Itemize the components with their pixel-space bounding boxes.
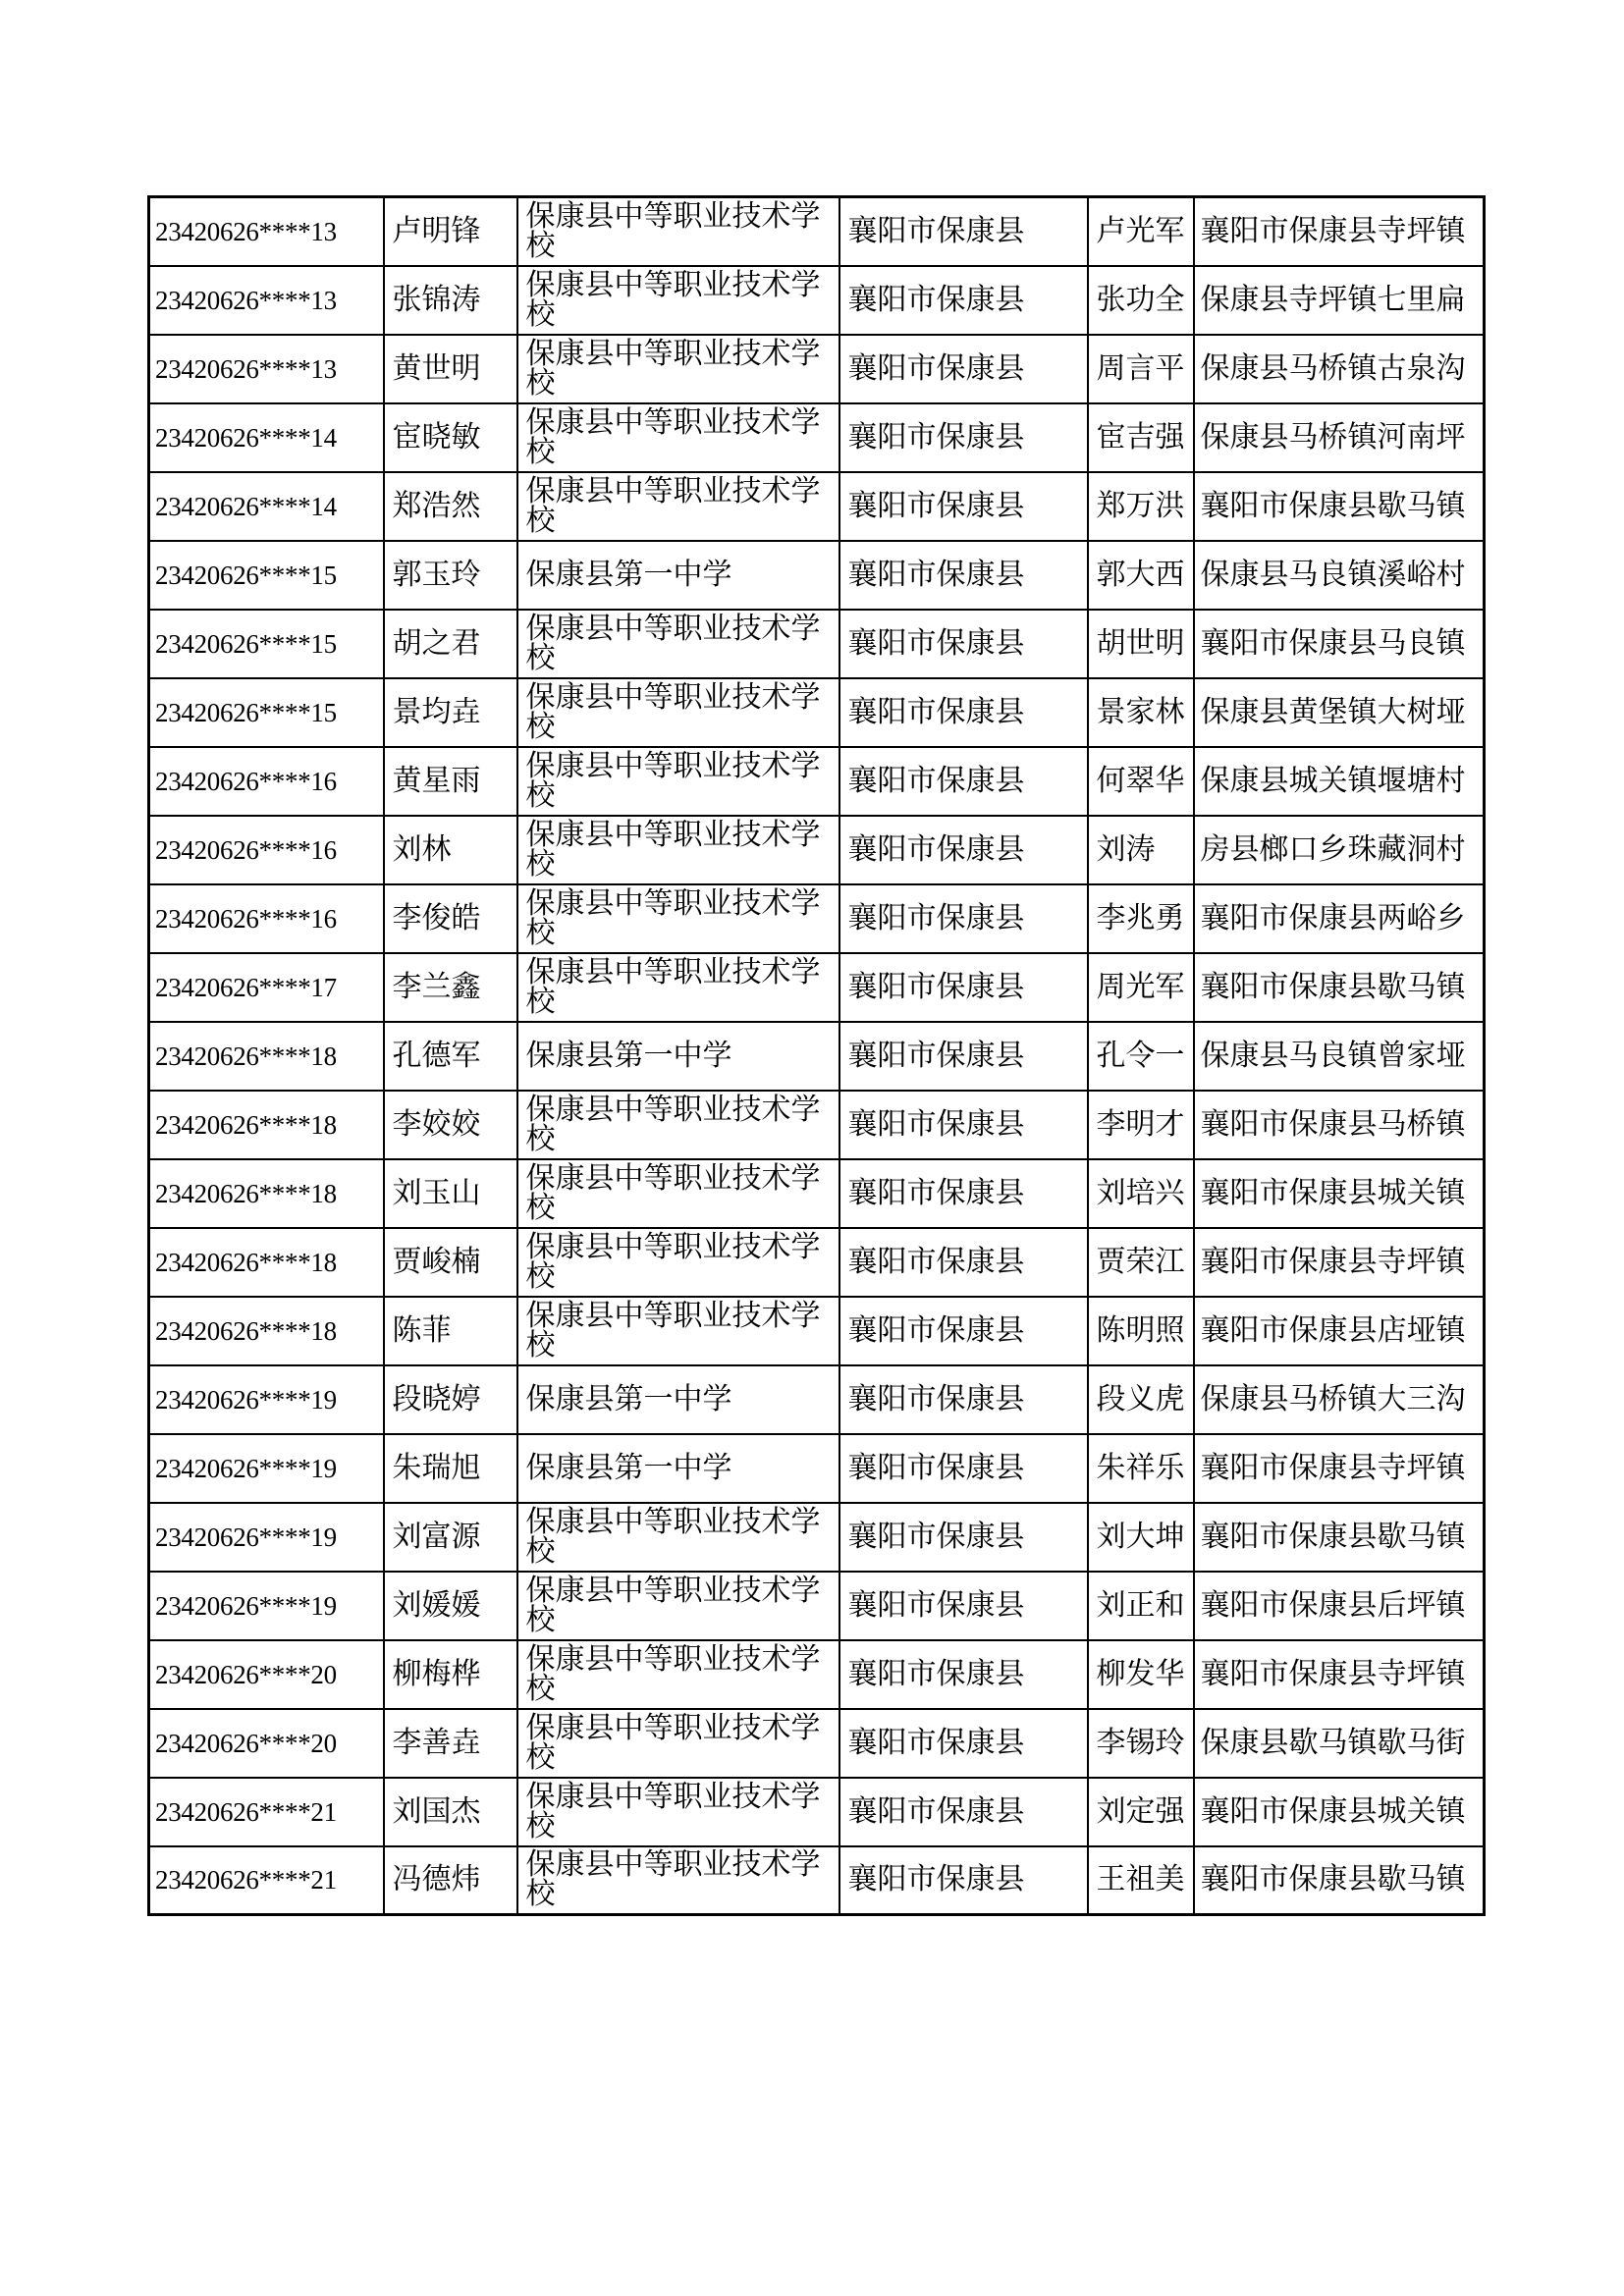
school-cell: 保康县中等职业技术学校	[517, 266, 839, 335]
guardian-name-cell: 孔令一	[1088, 1022, 1194, 1091]
region-cell: 襄阳市保康县	[839, 747, 1088, 816]
address-cell: 保康县黄堡镇大树垭	[1194, 678, 1485, 747]
school-cell: 保康县中等职业技术学校	[517, 1503, 839, 1572]
address-cell: 房县榔口乡珠藏洞村	[1194, 816, 1485, 884]
table-row	[149, 1365, 1485, 1434]
guardian-name-cell: 刘培兴	[1088, 1159, 1194, 1228]
school-cell: 保康县中等职业技术学校	[517, 678, 839, 747]
student-name-cell: 郑浩然	[384, 472, 517, 541]
school-cell: 保康县第一中学	[517, 1365, 839, 1434]
id-number-cell: 23420626****13	[149, 266, 384, 335]
id-number-cell: 23420626****15	[149, 678, 384, 747]
guardian-name-cell: 张功全	[1088, 266, 1194, 335]
id-number-cell: 23420626****19	[149, 1572, 384, 1640]
region-cell: 襄阳市保康县	[839, 1778, 1088, 1846]
school-cell: 保康县中等职业技术学校	[517, 1846, 839, 1915]
student-name-cell: 卢明锋	[384, 197, 517, 266]
address-cell: 保康县马桥镇古泉沟	[1194, 335, 1485, 403]
region-cell: 襄阳市保康县	[839, 403, 1088, 472]
school-cell: 保康县中等职业技术学校	[517, 1297, 839, 1365]
id-number-cell: 23420626****18	[149, 1091, 384, 1159]
address-cell: 襄阳市保康县城关镇	[1194, 1778, 1485, 1846]
school-cell: 保康县中等职业技术学校	[517, 1640, 839, 1709]
student-name-cell: 郭玉玲	[384, 541, 517, 610]
guardian-name-cell: 王祖美	[1088, 1846, 1194, 1915]
id-number-cell: 23420626****16	[149, 816, 384, 884]
table-row	[149, 816, 1485, 884]
region-cell: 襄阳市保康县	[839, 1022, 1088, 1091]
student-name-cell: 陈菲	[384, 1297, 517, 1365]
school-cell: 保康县第一中学	[517, 541, 839, 610]
address-cell: 襄阳市保康县城关镇	[1194, 1159, 1485, 1228]
id-number-cell: 23420626****16	[149, 747, 384, 816]
address-cell: 襄阳市保康县马良镇	[1194, 610, 1485, 678]
guardian-name-cell: 朱祥乐	[1088, 1434, 1194, 1503]
guardian-name-cell: 刘涛	[1088, 816, 1194, 884]
student-name-cell: 冯德炜	[384, 1846, 517, 1915]
school-cell: 保康县中等职业技术学校	[517, 1228, 839, 1297]
address-cell: 保康县歇马镇歇马街	[1194, 1709, 1485, 1778]
school-cell: 保康县中等职业技术学校	[517, 335, 839, 403]
table-row	[149, 335, 1485, 403]
region-cell: 襄阳市保康县	[839, 816, 1088, 884]
table-row	[149, 541, 1485, 610]
region-cell: 襄阳市保康县	[839, 266, 1088, 335]
table-row	[149, 266, 1485, 335]
region-cell: 襄阳市保康县	[839, 1434, 1088, 1503]
student-name-cell: 刘林	[384, 816, 517, 884]
student-name-cell: 朱瑞旭	[384, 1434, 517, 1503]
table-row	[149, 1022, 1485, 1091]
id-number-cell: 23420626****18	[149, 1022, 384, 1091]
guardian-name-cell: 段义虎	[1088, 1365, 1194, 1434]
address-cell: 襄阳市保康县寺坪镇	[1194, 1640, 1485, 1709]
school-cell: 保康县中等职业技术学校	[517, 1709, 839, 1778]
student-name-cell: 李姣姣	[384, 1091, 517, 1159]
guardian-name-cell: 刘大坤	[1088, 1503, 1194, 1572]
id-number-cell: 23420626****16	[149, 884, 384, 953]
table-row	[149, 1846, 1485, 1915]
region-cell: 襄阳市保康县	[839, 1640, 1088, 1709]
table-row	[149, 403, 1485, 472]
address-cell: 保康县城关镇堰塘村	[1194, 747, 1485, 816]
id-number-cell: 23420626****13	[149, 197, 384, 266]
table-row	[149, 472, 1485, 541]
guardian-name-cell: 宦吉强	[1088, 403, 1194, 472]
address-cell: 襄阳市保康县马桥镇	[1194, 1091, 1485, 1159]
table-row	[149, 1503, 1485, 1572]
id-number-cell: 23420626****19	[149, 1503, 384, 1572]
region-cell: 襄阳市保康县	[839, 884, 1088, 953]
student-name-cell: 贾峻楠	[384, 1228, 517, 1297]
id-number-cell: 23420626****14	[149, 472, 384, 541]
id-number-cell: 23420626****15	[149, 610, 384, 678]
table-row	[149, 1228, 1485, 1297]
table-row	[149, 678, 1485, 747]
guardian-name-cell: 周光军	[1088, 953, 1194, 1022]
region-cell: 襄阳市保康县	[839, 472, 1088, 541]
address-cell: 襄阳市保康县歇马镇	[1194, 472, 1485, 541]
table-row	[149, 1640, 1485, 1709]
student-name-cell: 段晓婷	[384, 1365, 517, 1434]
address-cell: 保康县马桥镇河南坪	[1194, 403, 1485, 472]
region-cell: 襄阳市保康县	[839, 1228, 1088, 1297]
address-cell: 襄阳市保康县寺坪镇	[1194, 1434, 1485, 1503]
table-row	[149, 953, 1485, 1022]
region-cell: 襄阳市保康县	[839, 610, 1088, 678]
address-cell: 襄阳市保康县歇马镇	[1194, 1503, 1485, 1572]
guardian-name-cell: 胡世明	[1088, 610, 1194, 678]
id-number-cell: 23420626****19	[149, 1365, 384, 1434]
region-cell: 襄阳市保康县	[839, 1503, 1088, 1572]
region-cell: 襄阳市保康县	[839, 1572, 1088, 1640]
address-cell: 襄阳市保康县寺坪镇	[1194, 1228, 1485, 1297]
address-cell: 襄阳市保康县歇马镇	[1194, 953, 1485, 1022]
id-number-cell: 23420626****13	[149, 335, 384, 403]
student-name-cell: 刘玉山	[384, 1159, 517, 1228]
guardian-name-cell: 陈明照	[1088, 1297, 1194, 1365]
school-cell: 保康县中等职业技术学校	[517, 1572, 839, 1640]
guardian-name-cell: 周言平	[1088, 335, 1194, 403]
student-name-cell: 胡之君	[384, 610, 517, 678]
address-cell: 襄阳市保康县歇马镇	[1194, 1846, 1485, 1915]
student-name-cell: 黄世明	[384, 335, 517, 403]
school-cell: 保康县中等职业技术学校	[517, 1159, 839, 1228]
id-number-cell: 23420626****20	[149, 1709, 384, 1778]
id-number-cell: 23420626****20	[149, 1640, 384, 1709]
region-cell: 襄阳市保康县	[839, 541, 1088, 610]
school-cell: 保康县中等职业技术学校	[517, 403, 839, 472]
table-row	[149, 610, 1485, 678]
region-cell: 襄阳市保康县	[839, 1159, 1088, 1228]
student-name-cell: 李善垚	[384, 1709, 517, 1778]
region-cell: 襄阳市保康县	[839, 678, 1088, 747]
school-cell: 保康县中等职业技术学校	[517, 816, 839, 884]
id-number-cell: 23420626****15	[149, 541, 384, 610]
guardian-name-cell: 景家林	[1088, 678, 1194, 747]
address-cell: 襄阳市保康县寺坪镇	[1194, 197, 1485, 266]
guardian-name-cell: 何翠华	[1088, 747, 1194, 816]
roster-body	[149, 197, 1485, 1915]
table-row	[149, 747, 1485, 816]
student-roster-table	[147, 195, 1486, 1916]
region-cell: 襄阳市保康县	[839, 1709, 1088, 1778]
region-cell: 襄阳市保康县	[839, 953, 1088, 1022]
school-cell: 保康县中等职业技术学校	[517, 747, 839, 816]
region-cell: 襄阳市保康县	[839, 1091, 1088, 1159]
guardian-name-cell: 柳发华	[1088, 1640, 1194, 1709]
student-name-cell: 孔德军	[384, 1022, 517, 1091]
address-cell: 襄阳市保康县后坪镇	[1194, 1572, 1485, 1640]
table-row	[149, 1159, 1485, 1228]
guardian-name-cell: 李锡玲	[1088, 1709, 1194, 1778]
student-name-cell: 刘国杰	[384, 1778, 517, 1846]
region-cell: 襄阳市保康县	[839, 197, 1088, 266]
address-cell: 襄阳市保康县店垭镇	[1194, 1297, 1485, 1365]
id-number-cell: 23420626****18	[149, 1297, 384, 1365]
id-number-cell: 23420626****21	[149, 1846, 384, 1915]
region-cell: 襄阳市保康县	[839, 1297, 1088, 1365]
school-cell: 保康县中等职业技术学校	[517, 197, 839, 266]
school-cell: 保康县中等职业技术学校	[517, 1778, 839, 1846]
id-number-cell: 23420626****14	[149, 403, 384, 472]
school-cell: 保康县中等职业技术学校	[517, 884, 839, 953]
table-row	[149, 1091, 1485, 1159]
address-cell: 保康县寺坪镇七里扁	[1194, 266, 1485, 335]
region-cell: 襄阳市保康县	[839, 1365, 1088, 1434]
guardian-name-cell: 李明才	[1088, 1091, 1194, 1159]
region-cell: 襄阳市保康县	[839, 1846, 1088, 1915]
table-row	[149, 884, 1485, 953]
id-number-cell: 23420626****19	[149, 1434, 384, 1503]
student-name-cell: 李俊皓	[384, 884, 517, 953]
address-cell: 保康县马良镇曾家垭	[1194, 1022, 1485, 1091]
student-name-cell: 柳梅桦	[384, 1640, 517, 1709]
guardian-name-cell: 郑万洪	[1088, 472, 1194, 541]
table-row	[149, 197, 1485, 266]
school-cell: 保康县第一中学	[517, 1434, 839, 1503]
student-name-cell: 李兰鑫	[384, 953, 517, 1022]
address-cell: 保康县马良镇溪峪村	[1194, 541, 1485, 610]
region-cell: 襄阳市保康县	[839, 335, 1088, 403]
guardian-name-cell: 刘正和	[1088, 1572, 1194, 1640]
student-name-cell: 黄星雨	[384, 747, 517, 816]
school-cell: 保康县中等职业技术学校	[517, 472, 839, 541]
student-name-cell: 刘富源	[384, 1503, 517, 1572]
address-cell: 保康县马桥镇大三沟	[1194, 1365, 1485, 1434]
guardian-name-cell: 贾荣江	[1088, 1228, 1194, 1297]
id-number-cell: 23420626****21	[149, 1778, 384, 1846]
id-number-cell: 23420626****18	[149, 1228, 384, 1297]
table-row	[149, 1778, 1485, 1846]
id-number-cell: 23420626****17	[149, 953, 384, 1022]
student-name-cell: 张锦涛	[384, 266, 517, 335]
guardian-name-cell: 刘定强	[1088, 1778, 1194, 1846]
address-cell: 襄阳市保康县两峪乡	[1194, 884, 1485, 953]
table-row	[149, 1709, 1485, 1778]
school-cell: 保康县中等职业技术学校	[517, 610, 839, 678]
school-cell: 保康县中等职业技术学校	[517, 1091, 839, 1159]
guardian-name-cell: 卢光军	[1088, 197, 1194, 266]
student-name-cell: 宦晓敏	[384, 403, 517, 472]
table-row	[149, 1434, 1485, 1503]
id-number-cell: 23420626****18	[149, 1159, 384, 1228]
guardian-name-cell: 李兆勇	[1088, 884, 1194, 953]
student-name-cell: 刘媛媛	[384, 1572, 517, 1640]
table-row	[149, 1297, 1485, 1365]
school-cell: 保康县中等职业技术学校	[517, 953, 839, 1022]
student-name-cell: 景均垚	[384, 678, 517, 747]
table-row	[149, 1572, 1485, 1640]
school-cell: 保康县第一中学	[517, 1022, 839, 1091]
guardian-name-cell: 郭大西	[1088, 541, 1194, 610]
